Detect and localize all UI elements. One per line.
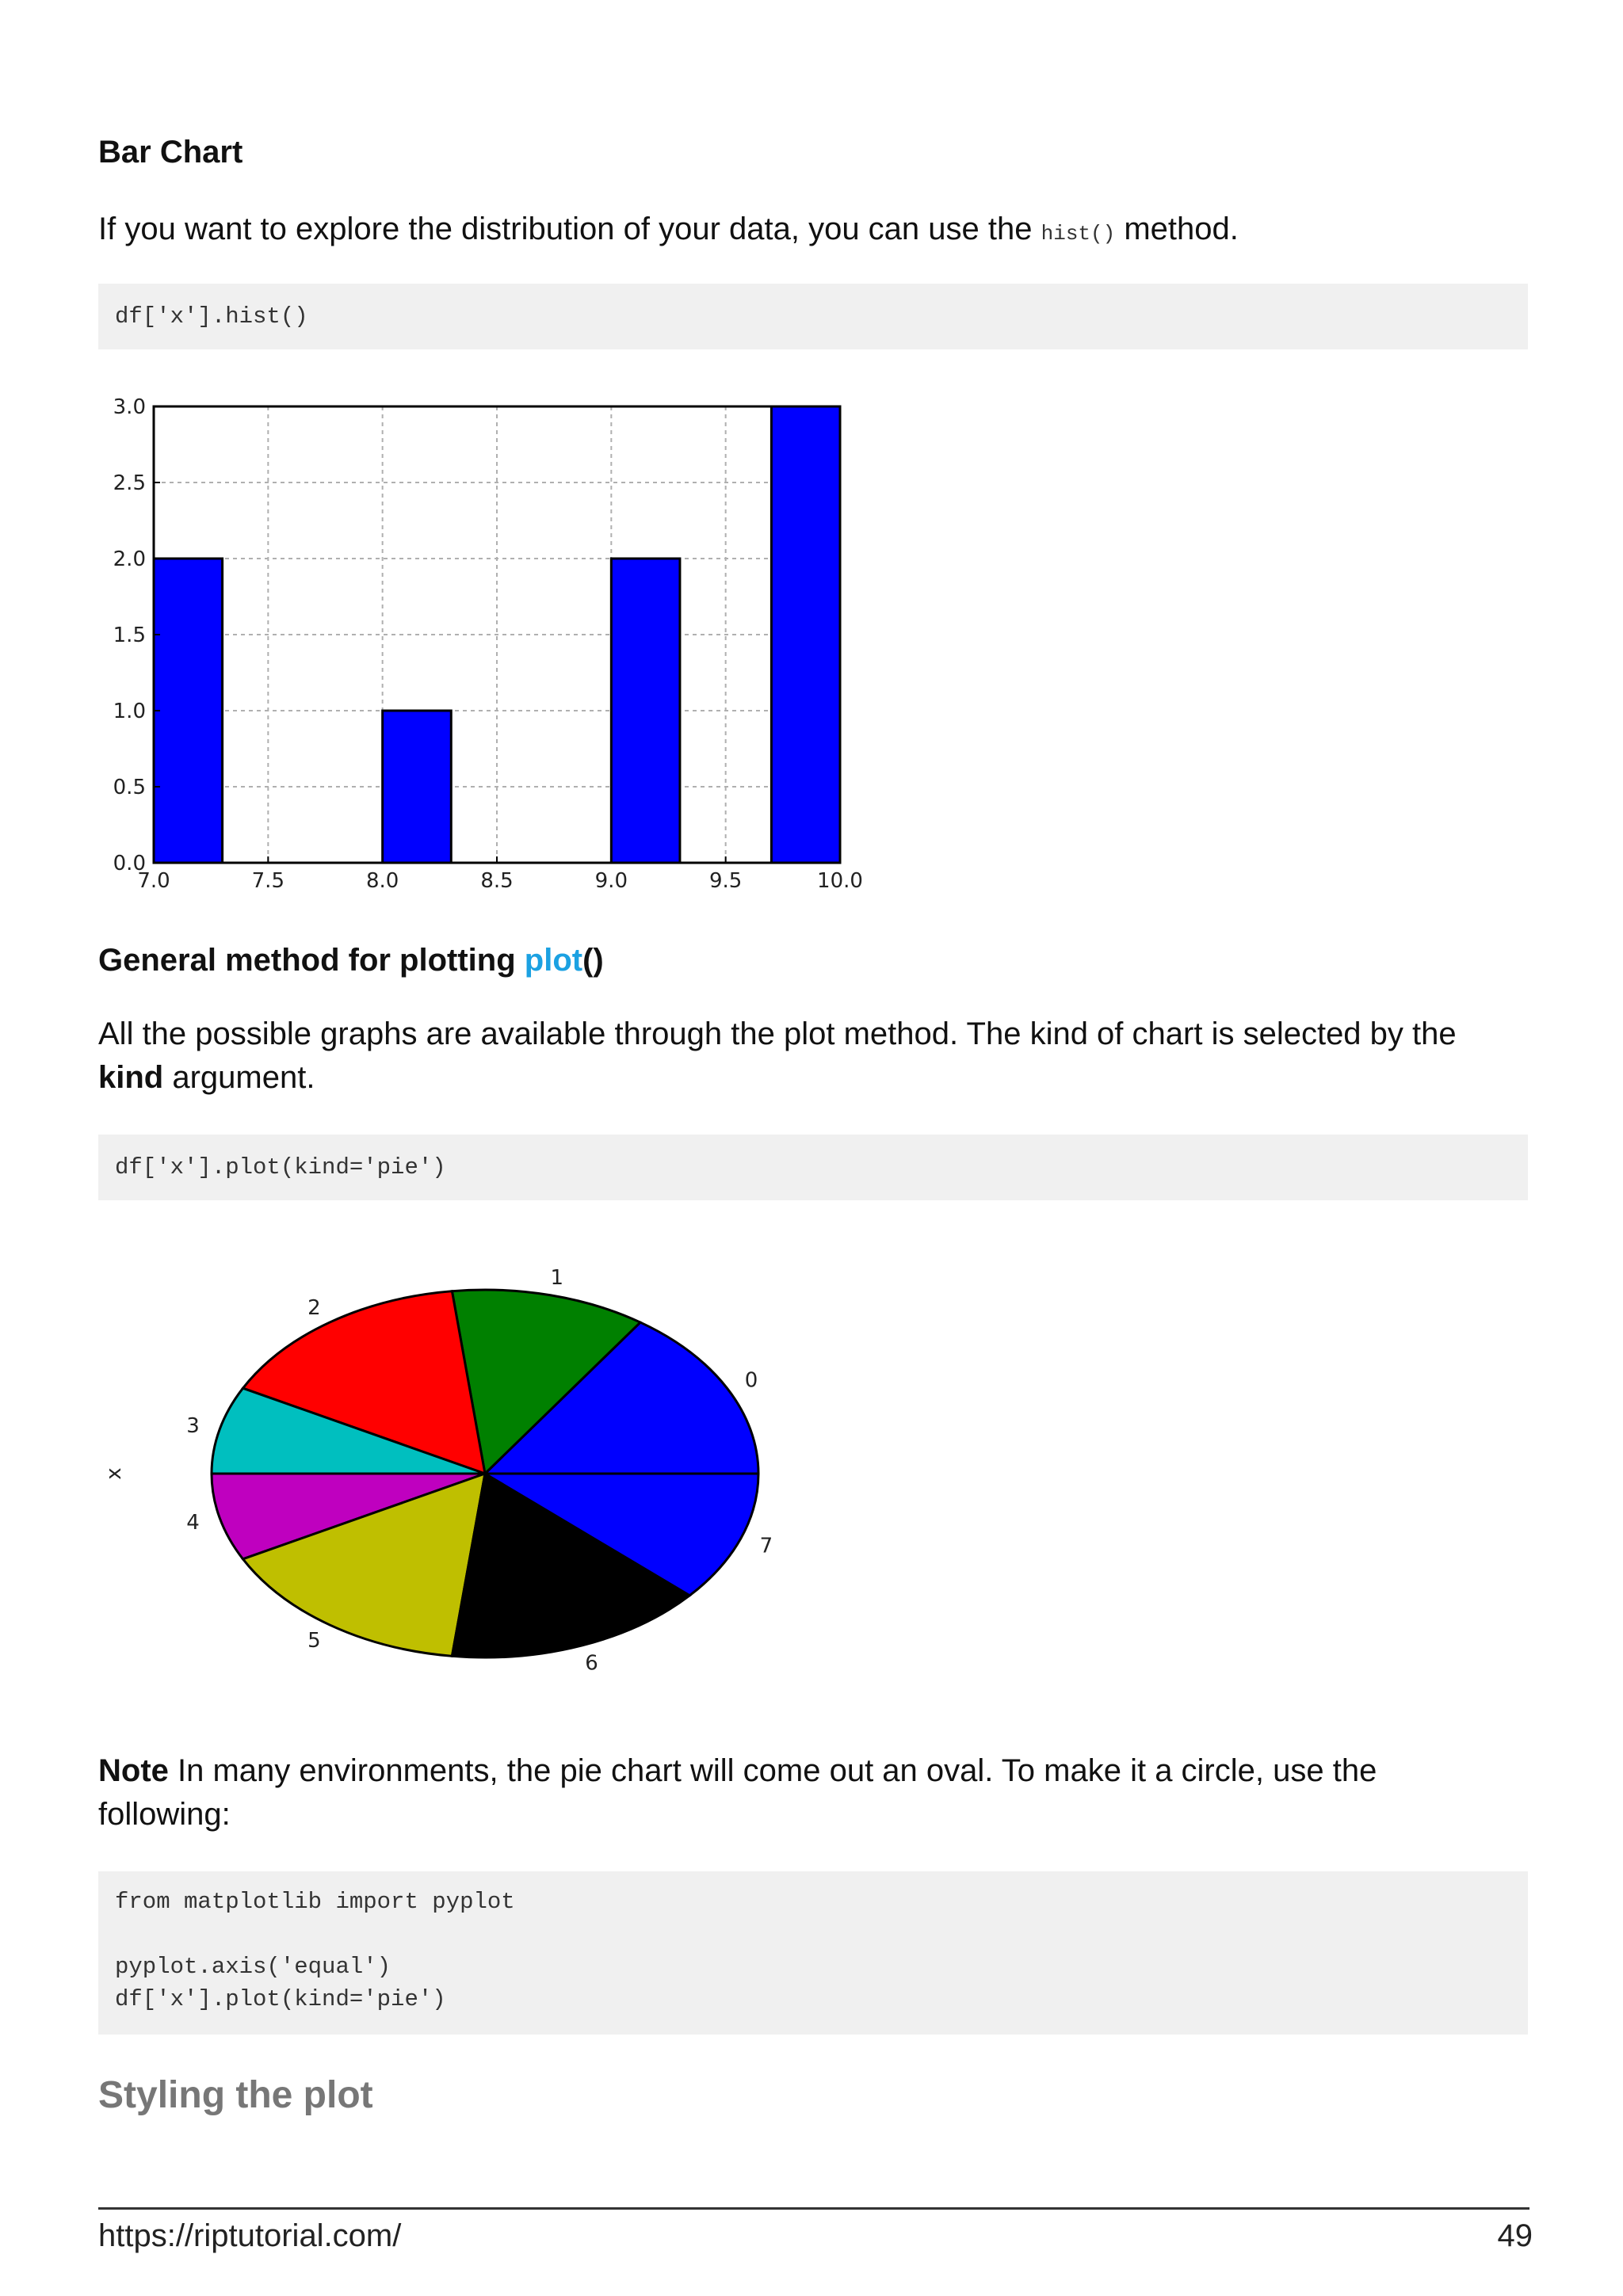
note-paragraph: [98, 1749, 1533, 1836]
bar-chart-intro: [98, 208, 1239, 256]
histogram-chart: [98, 380, 891, 903]
heading-prefix: General method for plotting: [98, 943, 525, 978]
pie-slice-label: 1: [550, 1266, 564, 1291]
histogram-bar: [611, 559, 680, 863]
x-tick-label: 7.5: [251, 869, 285, 893]
note-line-2: following:: [98, 1797, 231, 1832]
x-tick-label: 9.5: [708, 869, 743, 893]
intro-text-before: If you want to explore the distribution of your data, you can use the: [98, 212, 1041, 246]
section-heading-styling: Styling the plot: [98, 2074, 373, 2116]
pie-slice-label: 7: [759, 1534, 773, 1558]
histogram-bar: [771, 406, 840, 863]
plot-link[interactable]: plot: [524, 943, 583, 978]
pie-slice-label: 2: [307, 1295, 321, 1320]
code-line: df['x'].plot(kind='pie'): [115, 1986, 446, 2012]
plot-method-paragraph: [98, 1013, 1533, 1100]
footer-url[interactable]: https://riptutorial.com/: [98, 2218, 402, 2253]
code-line: pyplot.axis('equal'): [115, 1954, 391, 1980]
y-tick-label: 0.0: [113, 852, 146, 875]
code-line: from matplotlib import pyplot: [115, 1889, 515, 1915]
x-tick-label: 9.0: [594, 869, 628, 893]
y-tick-label: 3.0: [113, 395, 146, 419]
intro-text-after: method.: [1115, 212, 1239, 246]
pie-slice-label: 5: [307, 1629, 321, 1653]
code-block-pie: [98, 1135, 1528, 1200]
y-tick-label: 2.0: [113, 547, 146, 571]
pie-slice-label: 4: [186, 1511, 200, 1535]
x-tick-label: 8.5: [480, 869, 514, 893]
page-number: 49: [1497, 2218, 1533, 2253]
kind-keyword: kind: [98, 1060, 164, 1095]
code-line: [115, 1918, 1511, 1951]
pie-y-label: x: [102, 1467, 126, 1480]
y-tick-label: 2.5: [113, 471, 146, 495]
pie-chart: [98, 1236, 812, 1695]
x-tick-label: 10.0: [817, 869, 863, 893]
code-block-hist: [98, 284, 1528, 349]
heading-suffix: (): [582, 943, 604, 978]
pie-slice-label: 0: [744, 1368, 758, 1393]
y-tick-label: 1.5: [113, 624, 146, 647]
inline-code-hist: hist(): [1041, 222, 1116, 246]
y-tick-label: 0.5: [113, 776, 146, 799]
code-block-axis-equal: [98, 1871, 1528, 2035]
pie-slice-label: 3: [186, 1413, 200, 1438]
section-heading-bar-chart: Bar Chart: [98, 135, 243, 170]
note-line-1: In many environments, the pie chart will come out an oval. To make it a circle, use the: [168, 1753, 1377, 1788]
para-line-1: All the possible graphs are available through the plot method. The kind of chart is selected by the: [98, 1016, 1457, 1051]
y-tick-label: 1.0: [113, 700, 146, 723]
footer-divider: [98, 2207, 1529, 2210]
para-rest: argument.: [163, 1060, 315, 1095]
section-heading-plot-method: [98, 941, 604, 979]
note-label: Note: [98, 1753, 169, 1788]
x-tick-label: 7.0: [137, 869, 170, 893]
code-line: df['x'].hist(): [115, 303, 308, 330]
histogram-bar: [383, 711, 452, 863]
pie-slice-label: 6: [585, 1651, 598, 1676]
x-tick-label: 8.0: [365, 869, 399, 893]
histogram-bar: [154, 559, 223, 863]
code-line: df['x'].plot(kind='pie'): [115, 1154, 446, 1180]
